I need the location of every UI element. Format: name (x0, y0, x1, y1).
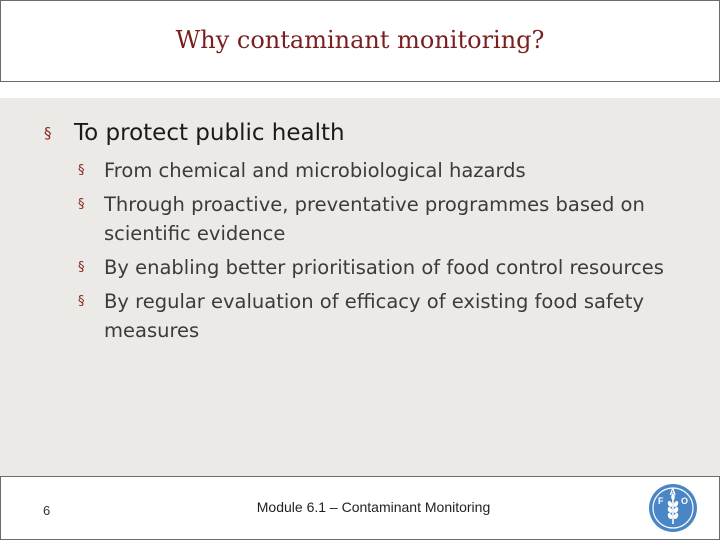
page-number: 6 (43, 503, 51, 518)
sub-bullet-text: Through proactive, preventative programmes based on scientific evidence (104, 193, 645, 245)
logo-letter-f: F (658, 496, 664, 506)
bullet-marker: § (78, 197, 85, 212)
bullet-marker: § (44, 124, 52, 142)
module-label: Module 6.1 – Contaminant Monitoring (256, 499, 491, 515)
main-bullet-text: To protect public health (74, 120, 345, 146)
sub-bullet-text: By regular evaluation of efficacy of existing food safety measures (104, 290, 644, 342)
content-area (0, 98, 720, 476)
logo-letter-o: O (681, 496, 689, 506)
bullet-marker: § (78, 163, 85, 178)
sub-bullet-item (78, 287, 678, 345)
bullet-marker: § (78, 260, 85, 275)
sub-bullet-text: By enabling better prioritisation of food control resources (104, 256, 664, 279)
sub-bullet-item (78, 253, 678, 282)
logo-letter-a: A (669, 487, 676, 497)
sub-bullet-item (78, 156, 678, 185)
slide-title: Why contaminant monitoring? (175, 26, 545, 54)
footer (0, 476, 720, 540)
sub-bullet-list (78, 156, 678, 350)
bullet-marker: § (78, 294, 85, 309)
sub-bullet-text: From chemical and microbiological hazards (104, 159, 526, 182)
fao-logo-icon (647, 482, 699, 534)
sub-bullet-item (78, 190, 678, 248)
